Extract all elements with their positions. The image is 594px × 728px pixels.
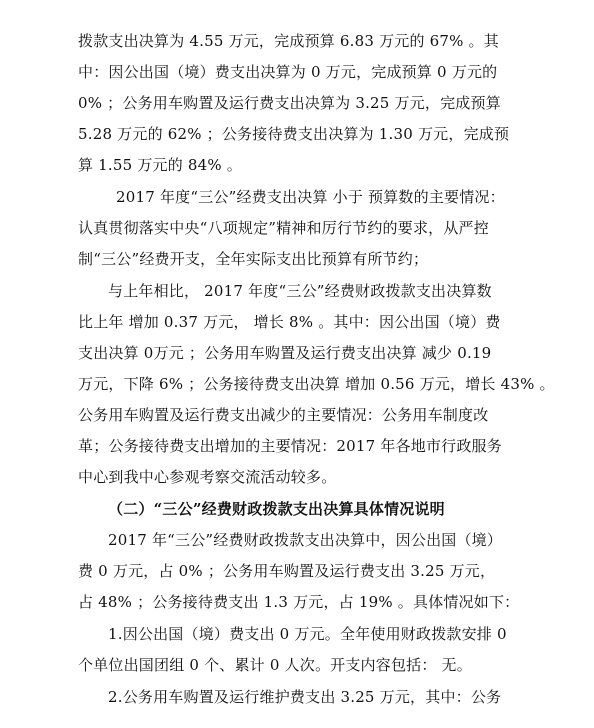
paragraph-line: 中心到我中心参观考察交流活动较多。 (78, 468, 337, 486)
paragraph-line: 制“三公”经费开支，全年实际支出比预算有所节约； (78, 250, 429, 268)
paragraph-line: 费 0 万元，占 0% ；公务用车购置及运行费支出 3.25 万元， (78, 562, 496, 580)
paragraph-line: 2017 年度“三公”经费支出决算 小于 预算数的主要情况： (116, 188, 505, 206)
paragraph-line: 公务用车购置及运行费支出减少的主要情况：公务用车制度改 (78, 406, 489, 424)
paragraph-line: 占 48% ；公务接待费支出 1.3 万元，占 19% 。具体情况如下： (78, 593, 520, 611)
paragraph-line: 万元，下降 6% ；公务接待费支出决算 增加 0.56 万元，增长 43% 。 (78, 375, 555, 393)
paragraph-line: 认真贯彻落实中央“八项规定”精神和厉行节约的要求，从严控 (78, 219, 489, 237)
paragraph-line: 革；公务接待费支出增加的主要情况：2017 年各地市行政服务 (78, 437, 502, 455)
paragraph-line: 比上年 增加 0.37 万元， 增长 8% 。其中：因公出国（境）费 (78, 313, 501, 331)
paragraph-line: 与上年相比， 2017 年度“三公”经费财政拨款支出决算数 (108, 282, 492, 300)
paragraph-line: 0% ；公务用车购置及运行费支出决算为 3.25 万元，完成预算 (78, 94, 501, 112)
paragraph-line: 2017 年“三公”经费财政拨款支出决算中，因公出国（境） (108, 531, 503, 549)
paragraph-line: 算 1.55 万元的 84% 。 (78, 156, 243, 174)
paragraph-line: 支出决算 0万元 ；公务用车购置及运行费支出决算 减少 0.19 (78, 344, 492, 362)
paragraph-line: 1.因公出国（境）费支出 0 万元。全年使用财政拨款安排 0 (108, 625, 507, 643)
section-heading: （二）“三公”经费财政拨款支出决算具体情况说明 (108, 500, 445, 518)
paragraph-line: 5.28 万元的 62% ；公务接待费支出决算为 1.30 万元，完成预 (78, 125, 510, 143)
paragraph-line: 拨款支出决算为 4.55 万元，完成预算 6.83 万元的 67% 。其 (78, 32, 499, 50)
paragraph-line: 个单位出国团组 0 个、累计 0 人次。开支内容包括： 无。 (78, 656, 472, 674)
paragraph-line: 2.公务用车购置及运行维护费支出 3.25 万元，其中：公务 (108, 688, 502, 706)
paragraph-line: 中：因公出国（境）费支出决算为 0 万元，完成预算 0 万元的 (78, 63, 498, 81)
